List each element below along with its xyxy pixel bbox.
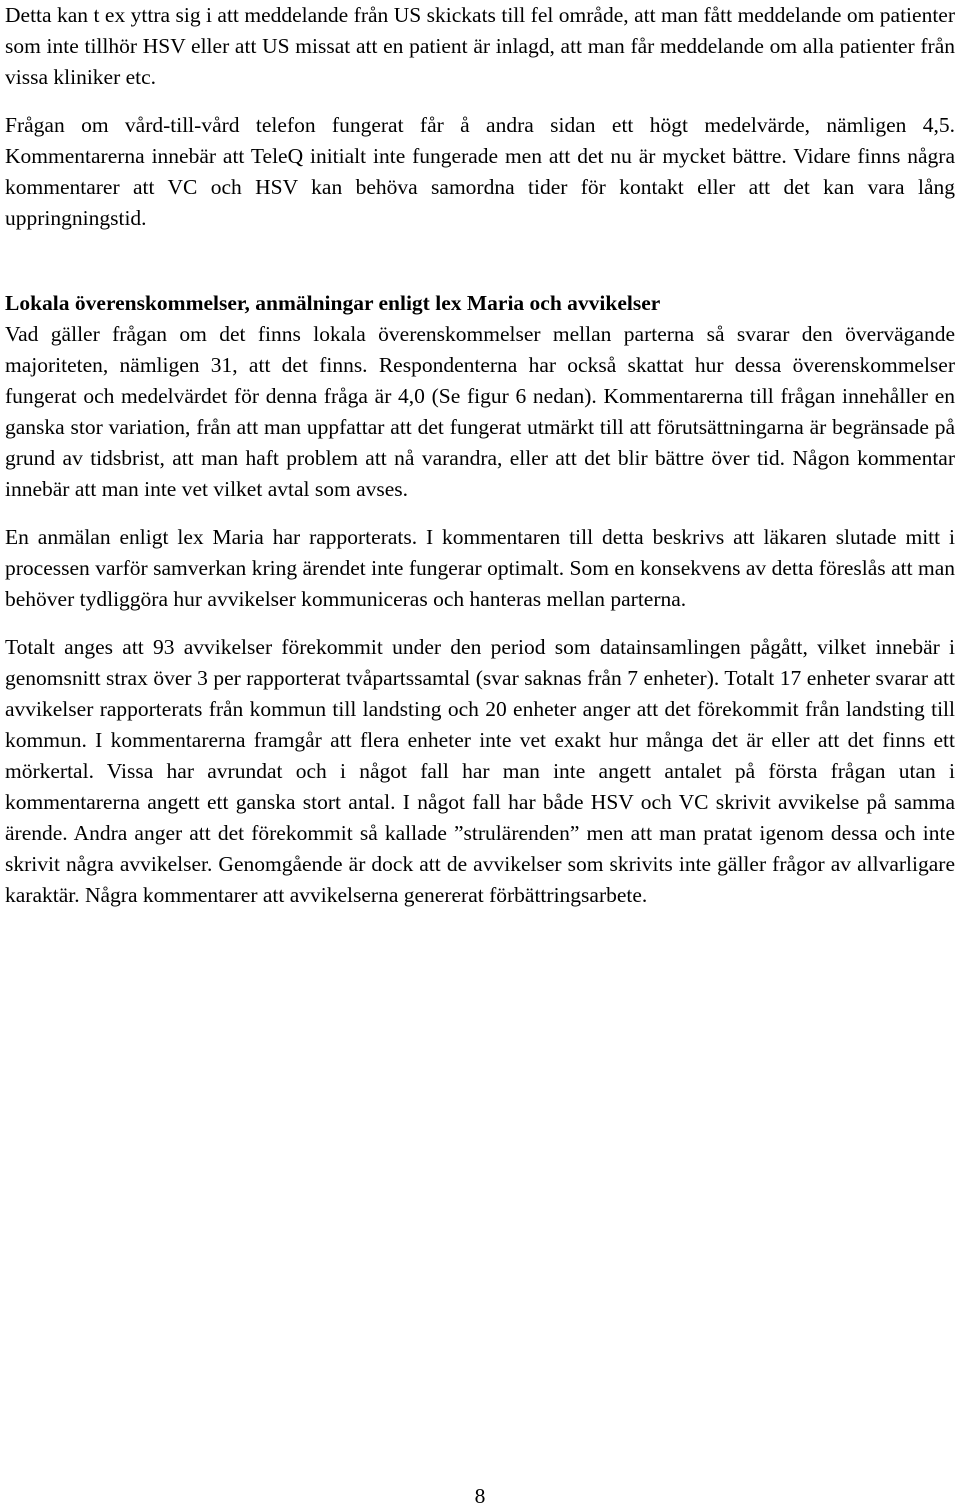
page-number: 8 — [474, 1484, 486, 1508]
paragraph-3: Vad gäller frågan om det finns lokala överenskommelser mellan parterna så svarar den övervägande majoriteten, nämligen 31, att det finns. Respondenterna har också skattat hur dessa överenskommelser fungerat och medelvärdet för denna fråga är 4,0 (Se figur 6 nedan). Kommentarerna till frågan innehåller en ganska stor variation, från att man uppfattar att det fungerat utmärkt till att förutsättningarna är begränsade på grund av tidsbrist, att man haft problem att nå varandra, eller att det blir bättre över tid. Någon kommentar innebär att man inte vet vilket avtal som avses. — [5, 322, 955, 501]
section-heading: Lokala överenskommelser, anmälningar enligt lex Maria och avvikelser — [5, 291, 661, 315]
document-page — [5, 0, 955, 911]
paragraph-1: Detta kan t ex yttra sig i att meddelande från US skickats till fel område, att man fått meddelande om patienter som inte tillhör HSV eller att US missat att en patient är inlagd, att man får meddelande om alla patienter från vissa kliniker etc. — [5, 3, 955, 89]
paragraph-4: En anmälan enligt lex Maria har rapporterats. I kommentaren till detta beskrivs att läkaren slutade mitt i processen varför samverkan kring ärendet inte fungerar optimalt. Som en konsekvens av detta föreslås att man behöver tydliggöra hur avvikelser kommuniceras och hanteras mellan parterna. — [5, 525, 955, 611]
paragraph-5: Totalt anges att 93 avvikelser förekommit under den period som datainsamlingen pågått, vilket innebär i genomsnitt strax över 3 per rapporterat tvåpartssamtal (svar saknas från 7 enheter). Totalt 17 enheter svarar att avvikelser rapporterats från kommun till landsting och 20 enheter anger att det förekommit från landsting till kommun. I kommentarerna framgår att flera enheter inte vet exakt hur många det är eller att det finns ett mörkertal. Vissa har avrundat och i något fall har man inte angett antalet på första frågan utan i kommentarerna angett ett ganska stort antal. I något fall har både HSV och VC skrivit avvikelse på samma ärende. Andra anger att det förekommit så kallade ”strulärenden” men att man pratat igenom dessa och inte skrivit några avvikelser. Genomgående är dock att de avvikelser som skrivits inte gäller frågor av allvarligare karaktär. Några kommentarer att avvikelserna genererat förbättringsarbete. — [5, 635, 955, 907]
paragraph-2: Frågan om vård-till-vård telefon fungerat får å andra sidan ett högt medelvärde, nämligen 4,5. Kommentarerna innebär att TeleQ initialt inte fungerade men att det nu är mycket bättre. Vidare finns några kommentarer att VC och HSV kan behöva samordna tider för kontakt eller att det kan vara lång uppringningstid. — [5, 113, 955, 230]
section-lokala-overenskommelser — [5, 288, 955, 505]
